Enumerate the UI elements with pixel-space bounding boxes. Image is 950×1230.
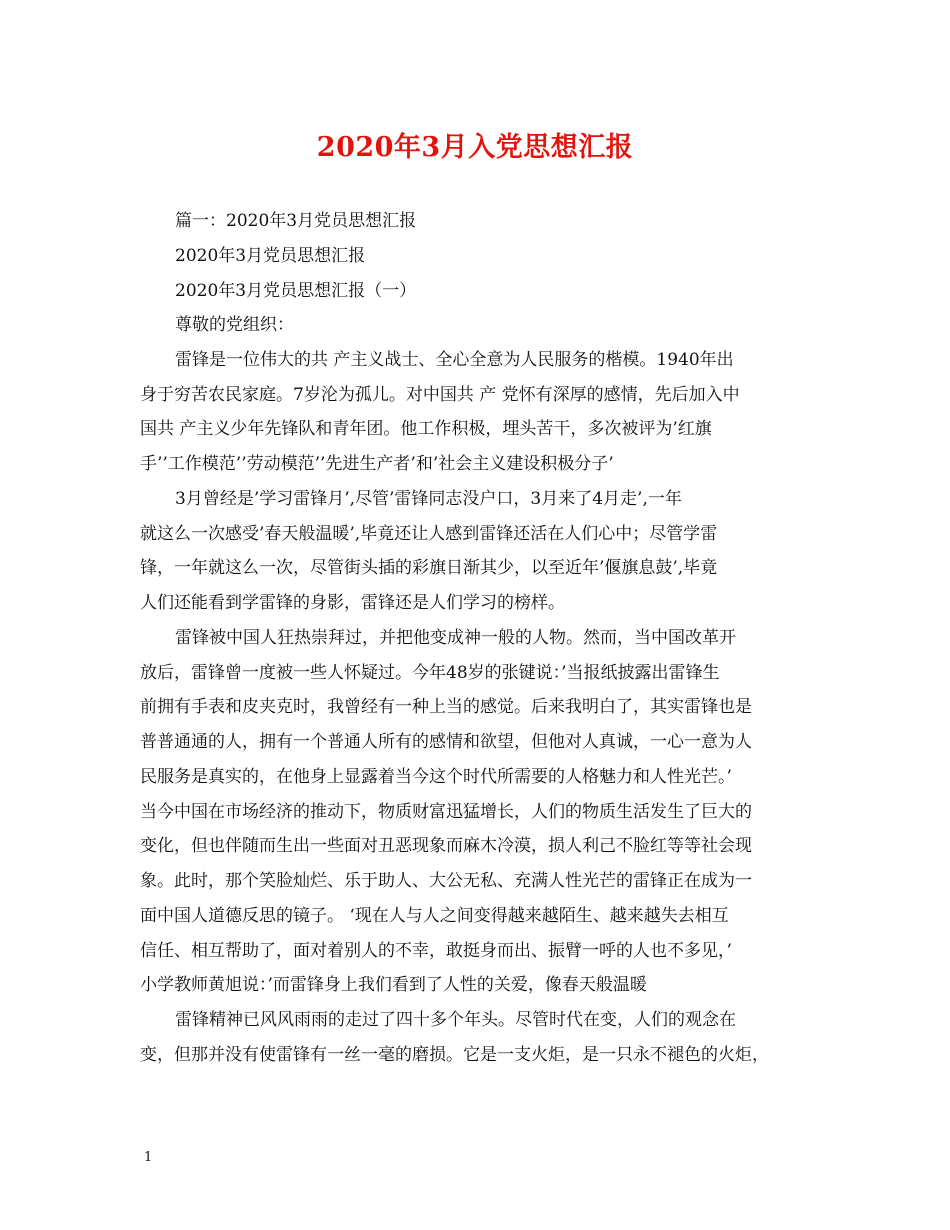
text-line: 国共 产主义少年先锋队和青年团。他工作积极，埋头苦干，多次被评为’红旗 [140,419,712,439]
page-number: 1 [144,1150,153,1165]
text-line: 民服务是真实的，在他身上显露着当今这个时代所需要的人格魅力和人性光芒。’ [140,767,732,787]
text-line: 雷锋被中国人狂热崇拜过，并把他变成神一般的人物。然而，当中国改革开 [175,628,736,648]
text-line: 篇一：2020年3月党员思想汇报 [175,211,417,231]
text-line: 锋，一年就这么一次，尽管街头插的彩旗日渐其少，以至近年’偃旗息鼓’,毕竟 [140,558,718,578]
text-line: 雷锋精神已风风雨雨的走过了四十多个年头。尽管时代在变，人们的观念在 [175,1010,736,1030]
text-line: 普普通通的人，拥有一个普通人所有的感情和欲望，但他对人真诚，一心一意为人 [140,732,752,752]
text-line: 面中国人道德反思的镜子。 ‘现在人与人之间变得越来越陌生、越来越失去相互 [140,906,729,926]
text-line: 信任、相互帮助了，面对着别人的不幸，敢挺身而出、振臂一呼的人也不多见，’ [140,941,732,961]
text-line: 2020年3月党员思想汇报（一） [175,281,417,301]
text-line: 手’’工作模范’’劳动模范’’先进生产者’和’社会主义建设积极分子’ [140,454,614,474]
text-line: 身于穷苦农民家庭。7岁沦为孤儿。对中国共 产 党怀有深厚的感情，先后加入中 [140,385,740,405]
text-line: 小学教师黄旭说：’而雷锋身上我们看到了人性的关爱，像春天般温暖 [140,975,647,995]
text-line: 尊敬的党组织： [175,315,294,335]
text-line: 象。此时，那个笑脸灿烂、乐于助人、大公无私、充满人性光芒的雷锋正在成为一 [140,871,752,891]
text-line: 2020年3月党员思想汇报 [175,246,366,266]
text-line: 雷锋是一位伟大的共 产主义战士、全心全意为人民服务的楷模。1940年出 [175,350,734,370]
document-title: 2020年3月入党思想汇报 [316,132,634,163]
text-line: 3月曾经是’学习雷锋月’,尽管’雷锋同志没户口，3月来了4月走’,一年 [175,489,682,509]
text-line: 前拥有手表和皮夹克时，我曾经有一种上当的感觉。后来我明白了，其实雷锋也是 [140,697,752,717]
text-line: 当今中国在市场经济的推动下，物质财富迅猛增长，人们的物质生活发生了巨大的 [140,802,752,822]
text-line: 人们还能看到学雷锋的身影，雷锋还是人们学习的榜样。 [140,593,565,613]
text-line: 变，但那并没有使雷锋有一丝一毫的磨损。它是一支火炬，是一只永不褪色的火炬， [140,1045,769,1065]
text-line: 放后，雷锋曾一度被一些人怀疑过。今年48岁的张键说：’当报纸披露出雷锋生 [140,663,720,683]
text-line: 就这么一次感受’春天般温暖’,毕竟还让人感到雷锋还活在人们心中；尽管学雷 [140,524,718,544]
text-line: 变化，但也伴随而生出一些面对丑恶现象而麻木冷漠，损人利己不脸红等等社会现 [140,836,752,856]
